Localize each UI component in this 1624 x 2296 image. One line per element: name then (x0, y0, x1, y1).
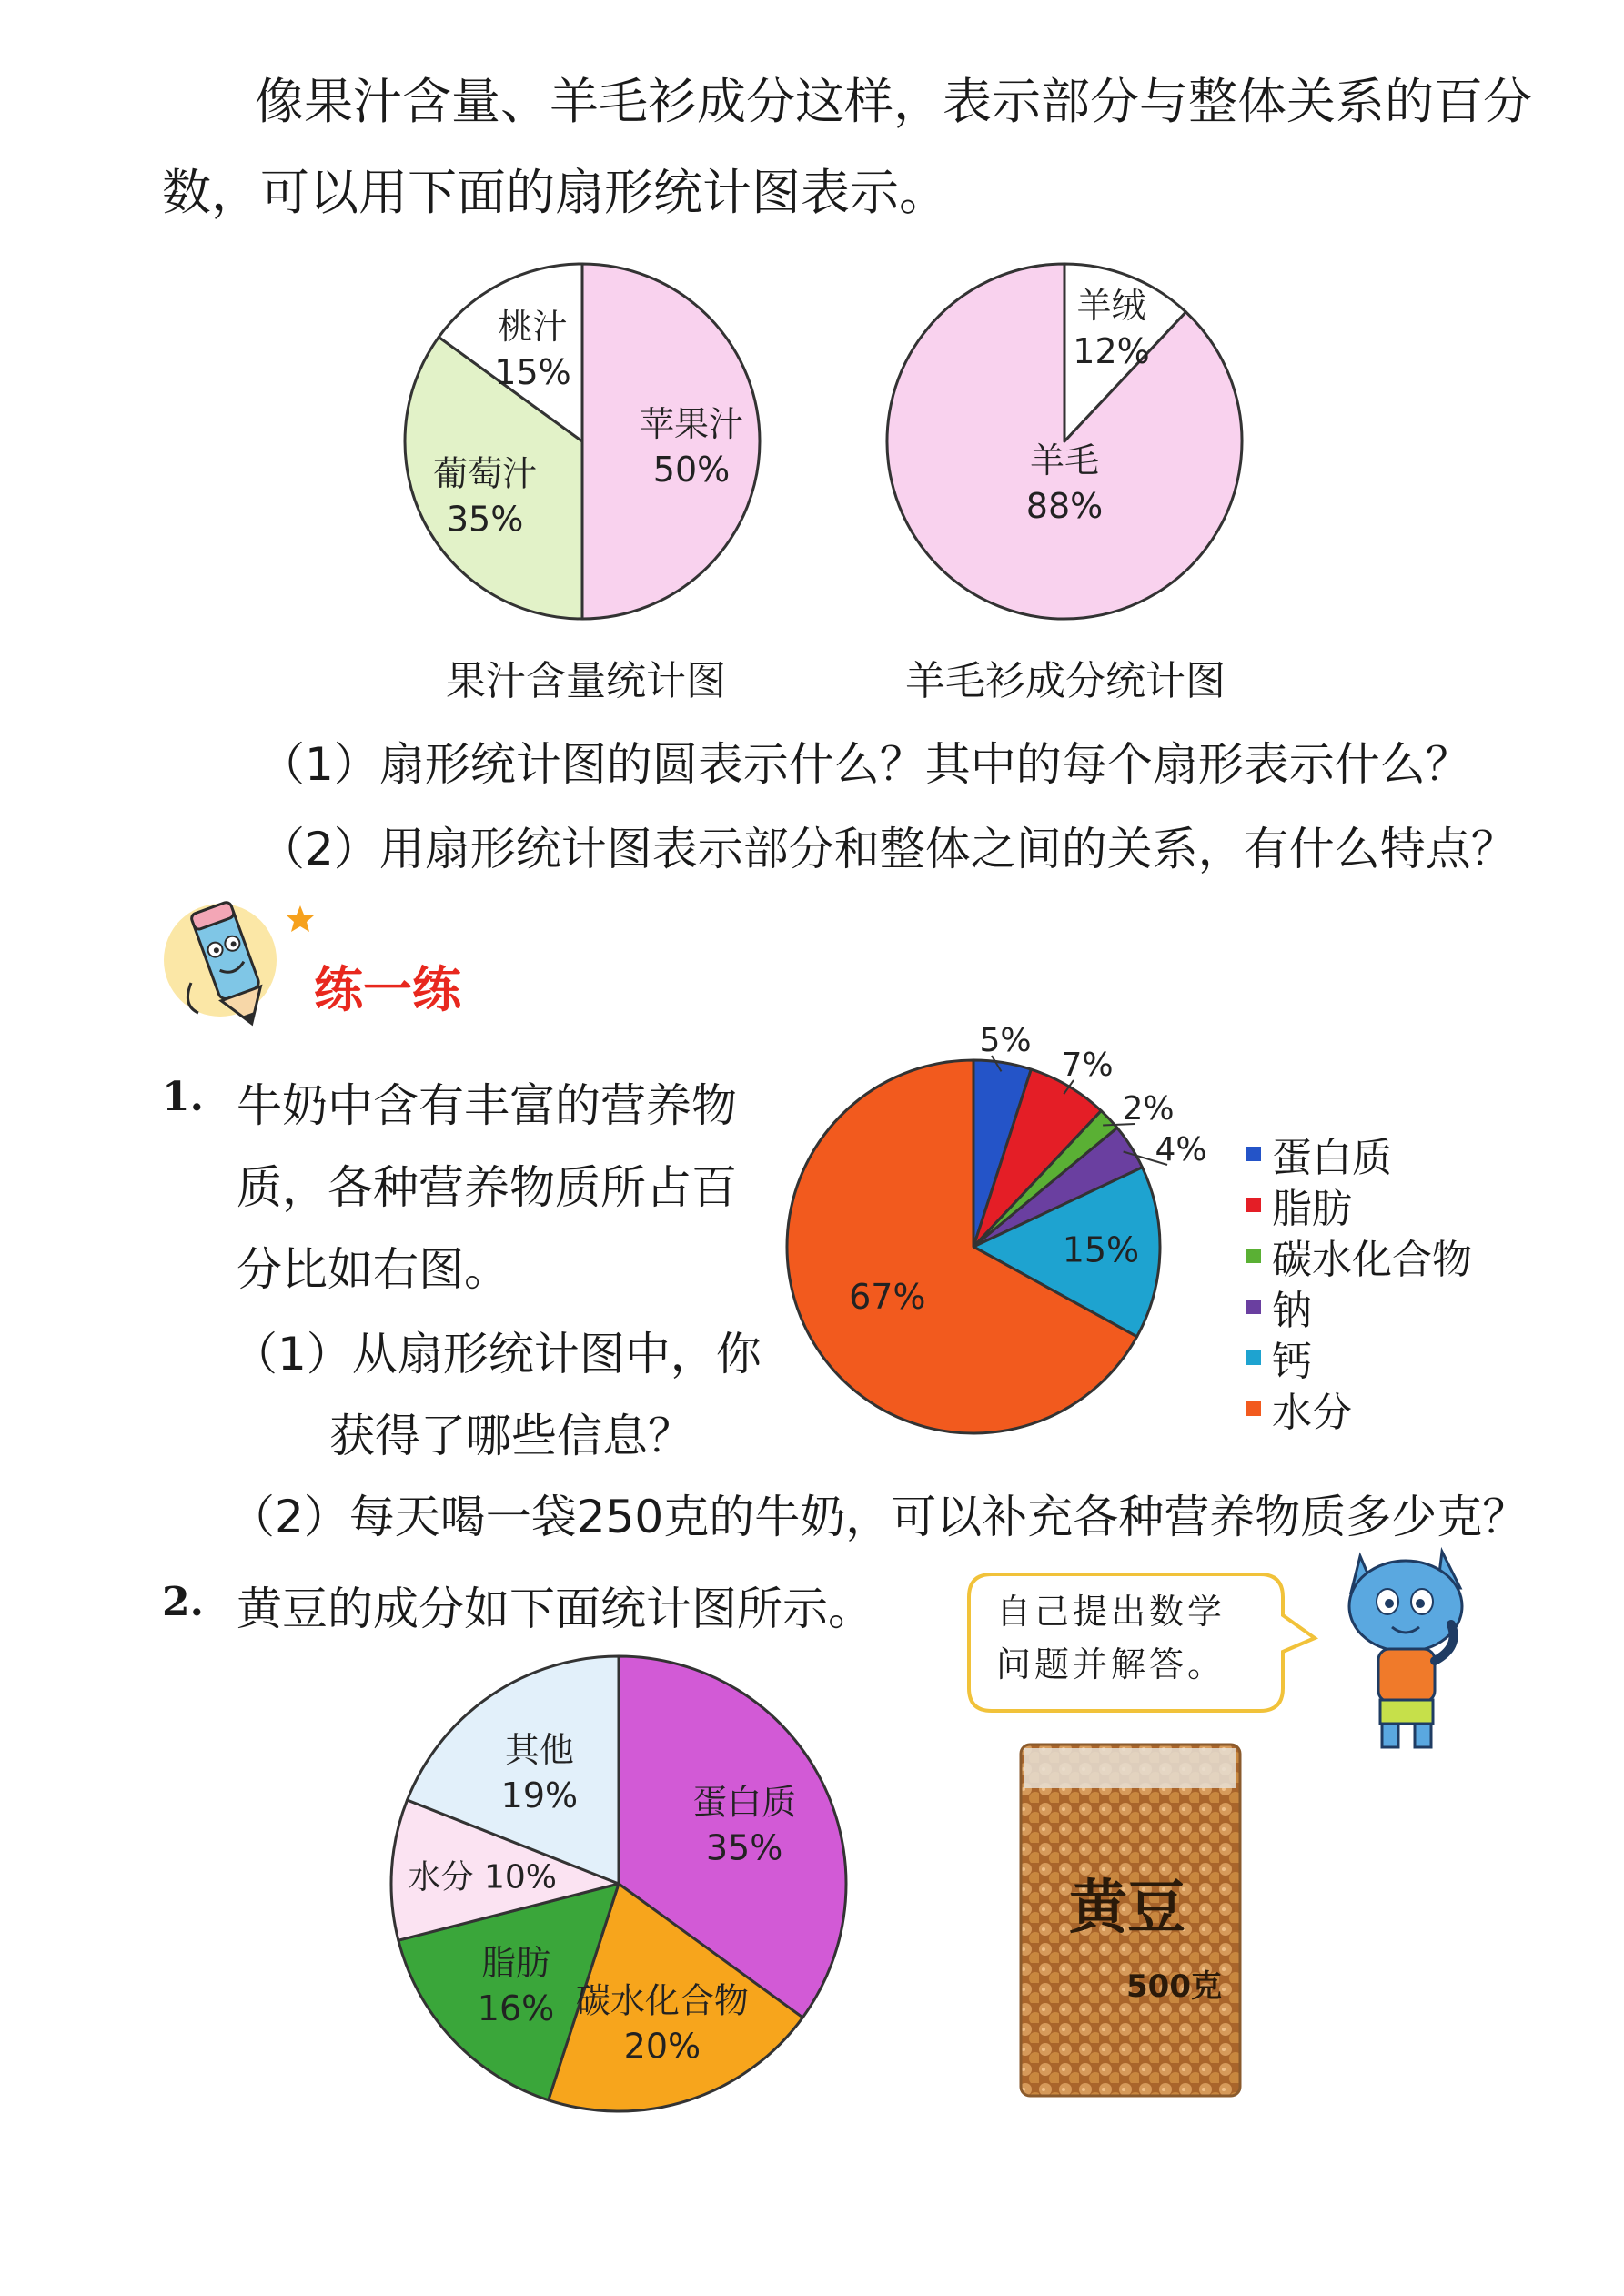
legend-swatch-2 (1246, 1249, 1261, 1263)
cat-mascot-icon (1324, 1538, 1488, 1756)
slice-label-2: 脂肪 (481, 1943, 551, 1984)
slice-value-3: 4% (1155, 1131, 1207, 1168)
sweater-chart-title: 羊毛衫成分统计图 (905, 658, 1226, 704)
sweater-pie-chart (883, 246, 1246, 637)
problem-1-line-2: 质，各种营养物质所占百 (237, 1161, 737, 1214)
juice-pie-chart (400, 246, 764, 637)
slice-value-5: 67% (849, 1276, 926, 1317)
slice-label-2: 桃汁 (498, 307, 568, 348)
slice-value-1: 7% (1061, 1047, 1114, 1084)
slice-value-0: 5% (979, 1022, 1032, 1059)
legend-label-5: 水分 (1272, 1390, 1352, 1436)
juice-chart-title: 果汁含量统计图 (446, 658, 726, 704)
slice-value-2: 2% (1122, 1090, 1175, 1128)
question-2: （2）用扇形统计图表示部分和整体之间的关系，有什么特点？ (259, 823, 1517, 875)
problem-1-line-3: 分比如右图。 (237, 1243, 509, 1296)
slice-value-0: 50% (652, 450, 731, 490)
problem-2-number: 2. (162, 1579, 204, 1625)
slice-value-2: 16% (477, 1988, 555, 2029)
soybean-pie-chart (382, 1647, 855, 2120)
legend-label-0: 蛋白质 (1272, 1135, 1392, 1181)
question-1: （1）扇形统计图的圆表示什么？其中的每个扇形表示什么？ (259, 738, 1471, 791)
legend-swatch-0 (1246, 1147, 1261, 1161)
slice-value-4: 19% (500, 1775, 579, 1816)
slice-label-1: 羊毛 (1029, 440, 1100, 480)
practice-title: 练一练 (314, 961, 461, 1018)
slice-label-0: 羊绒 (1076, 285, 1146, 326)
legend-swatch-3 (1246, 1300, 1261, 1314)
legend-label-2: 碳水化合物 (1272, 1237, 1472, 1283)
soybean-bag-image (1019, 1743, 1242, 2098)
slice-label-1: 葡萄汁 (433, 453, 538, 494)
milk-nutrition-pie-chart (773, 1019, 1228, 1474)
legend-item-1 (1246, 1179, 1472, 1230)
slice-value-1: 88% (1025, 486, 1104, 526)
bag-weight: 500克 (1126, 1968, 1222, 2005)
slice-label-1: 碳水化合物 (575, 1980, 749, 2021)
bag-label: 黄豆 (1069, 1875, 1185, 1942)
slice-label-0: 苹果汁 (639, 404, 744, 444)
legend-item-2 (1246, 1230, 1472, 1281)
legend-item-5 (1246, 1383, 1472, 1434)
bubble-line-1: 自己提出数学 (996, 1592, 1226, 1632)
legend-label-3: 钠 (1272, 1288, 1312, 1334)
legend-label-4: 钙 (1272, 1339, 1312, 1385)
problem-1-number: 1. (162, 1074, 204, 1120)
problem-1-sub-1-line-2: 获得了哪些信息？ (329, 1410, 693, 1462)
slice-label-3: 水分 10% (408, 1858, 558, 1896)
legend-item-0 (1246, 1128, 1472, 1179)
legend-swatch-1 (1246, 1198, 1261, 1212)
legend-item-3 (1246, 1281, 1472, 1332)
bubble-line-2: 问题并解答。 (996, 1644, 1226, 1684)
slice-value-2: 15% (494, 352, 571, 393)
slice-label-4: 其他 (504, 1729, 574, 1770)
slice-value-4: 15% (1062, 1229, 1140, 1270)
legend-swatch-5 (1246, 1401, 1261, 1416)
intro-line-2: 数，可以用下面的扇形统计图表示。 (162, 164, 948, 221)
slice-value-1: 20% (623, 2026, 701, 2067)
slice-value-1: 35% (446, 499, 524, 540)
intro-line-1: 像果汁含量、羊毛衫成分这样，表示部分与整体关系的百分 (255, 73, 1532, 130)
problem-1-sub-1-line-1: （1）从扇形统计图中，你 (232, 1328, 762, 1381)
pencil-mascot-icon (164, 896, 291, 1024)
slice-label-0: 蛋白质 (692, 1782, 797, 1823)
problem-2-text: 黄豆的成分如下面统计图所示。 (237, 1583, 873, 1635)
legend-item-4 (1246, 1332, 1472, 1383)
problem-1-line-1: 牛奶中含有丰富的营养物 (237, 1079, 737, 1132)
slice-value-0: 35% (705, 1827, 783, 1868)
speech-bubble (955, 1565, 1301, 1720)
legend-swatch-4 (1246, 1350, 1261, 1365)
problem-1-sub-2: （2）每天喝一袋250克的牛奶，可以补充各种营养物质多少克？ (229, 1491, 1528, 1543)
slice-value-0: 12% (1073, 330, 1150, 371)
milk-chart-legend (1246, 1128, 1472, 1434)
legend-label-1: 脂肪 (1272, 1186, 1352, 1232)
